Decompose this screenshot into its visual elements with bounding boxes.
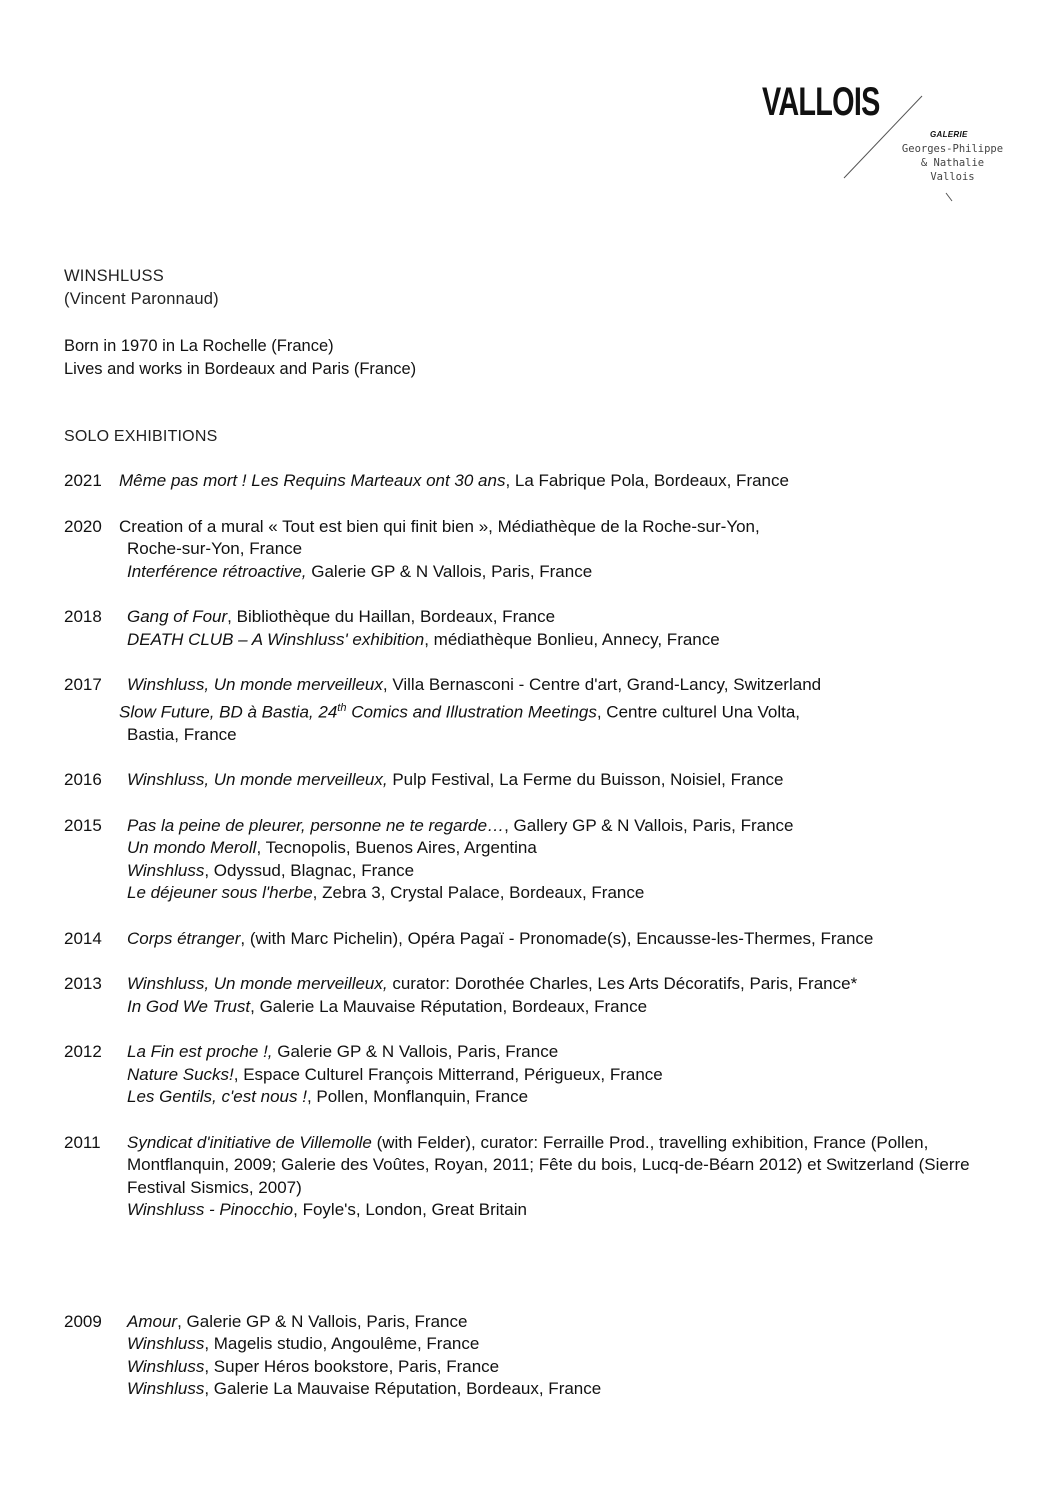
exhibition-venue: , Bibliothèque du Haillan, Bordeaux, France — [227, 607, 556, 626]
exhibition-line — [64, 1199, 1024, 1222]
exhibition-venue: Creation of a mural « Tout est bien qui finit bien », Médiathèque de la Roche-sur-Yon, — [119, 516, 760, 536]
exhibition-entry — [64, 470, 1024, 493]
exhibition-year: 2016 — [64, 770, 102, 790]
exhibition-venue: , Pollen, Monflanquin, France — [306, 1087, 529, 1107]
exhibition-line — [64, 1041, 1024, 1064]
exhibition-title: Le déjeuner sous l'herbe — [127, 883, 313, 903]
bio-residence: Lives and works in Bordeaux and Paris (France) — [64, 360, 417, 378]
bio-birth: Born in 1970 in La Rochelle (France) — [64, 337, 334, 355]
exhibition-venue: Pulp Festival, La Ferme du Buisson, Noisiel, France — [387, 770, 784, 790]
exhibition-venue: Bastia, France — [127, 724, 237, 744]
exhibition-line — [64, 815, 1024, 838]
logo-name-line: Vallois — [930, 171, 975, 183]
exhibition-title: Syndicat d'initiative de Villemolle — [127, 1132, 372, 1152]
section-title: SOLO EXHIBITIONS — [64, 428, 218, 445]
exhibition-venue: Galerie GP & N Vallois, Paris, France — [272, 1042, 559, 1062]
exhibition-venue: curator: Dorothée Charles, Les Arts Décoratifs, Paris, France* — [387, 974, 858, 994]
exhibition-venue: , médiathèque Bonlieu, Annecy, France — [424, 629, 720, 649]
exhibition-line — [64, 538, 1024, 561]
exhibition-line — [64, 1356, 1024, 1379]
exhibition-title: th — [337, 701, 347, 714]
logo-title: VALLOIS — [762, 80, 880, 124]
exhibition-venue: , Zebra 3, Crystal Palace, Bordeaux, France — [312, 883, 645, 903]
exhibition-line — [64, 470, 1024, 493]
exhibition-venue: , Odyssud, Blagnac, France — [204, 860, 415, 880]
exhibition-title: Pas la peine de pleurer, personne ne te regarde… — [127, 815, 505, 835]
exhibition-year: 2011 — [64, 1132, 101, 1152]
exhibition-title: Winshluss — [127, 1356, 205, 1376]
exhibition-line — [64, 516, 1024, 539]
exhibition-entry — [64, 516, 1024, 584]
exhibition-title: Winshluss, Un monde merveilleux, — [127, 974, 388, 994]
exhibition-line — [64, 724, 1024, 747]
exhibition-year: 2017 — [64, 675, 102, 694]
logo-names — [895, 142, 1010, 184]
exhibition-line — [64, 973, 1024, 996]
exhibition-year: 2013 — [64, 974, 102, 994]
exhibition-venue: , Tecnopolis, Buenos Aires, Argentina — [256, 838, 537, 858]
exhibition-year: 2018 — [64, 607, 102, 626]
exhibition-title: Winshluss, Un monde merveilleux — [127, 675, 383, 694]
logo-name-line: Georges-Philippe — [901, 143, 1004, 155]
exhibition-title: Même pas mort ! Les Requins Marteaux ont 30 ans — [119, 471, 506, 490]
exhibition-venue: , Centre culturel Una Volta, — [596, 702, 801, 722]
exhibition-line — [64, 860, 1024, 883]
exhibition-entry — [64, 973, 1024, 1018]
exhibition-title: Nature Sucks! — [127, 1064, 234, 1084]
exhibition-title: Interférence rétroactive, — [127, 561, 307, 581]
exhibition-line — [64, 996, 1024, 1019]
exhibition-title: Winshluss — [127, 860, 205, 880]
exhibition-year: 2021 — [64, 471, 102, 490]
exhibition-entry — [64, 1041, 1024, 1109]
exhibition-line — [64, 1064, 1024, 1087]
exhibition-title: Corps étranger — [127, 928, 241, 948]
exhibition-title: In God We Trust — [127, 996, 251, 1016]
exhibition-entry — [64, 815, 1024, 905]
exhibition-venue: , Galerie La Mauvaise Réputation, Bordeaux, France — [250, 996, 648, 1016]
exhibition-list — [64, 470, 1024, 1424]
gallery-logo — [762, 80, 1022, 210]
exhibition-venue: Galerie GP & N Vallois, Paris, France — [306, 561, 593, 581]
exhibition-title: Winshluss — [127, 1334, 205, 1354]
exhibition-entry — [64, 606, 1024, 651]
exhibition-entry — [64, 769, 1024, 792]
exhibition-title: La Fin est proche !, — [127, 1042, 273, 1062]
exhibition-venue: , Galerie La Mauvaise Réputation, Bordeaux, France — [204, 1379, 602, 1399]
exhibition-line — [64, 674, 1024, 697]
exhibition-line — [64, 629, 1024, 652]
exhibition-venue: , La Fabrique Pola, Bordeaux, France — [505, 471, 789, 490]
exhibition-title: Les Gentils, c'est nous ! — [127, 1087, 307, 1107]
exhibition-title: Un mondo Meroll — [127, 838, 257, 858]
exhibition-venue: , Espace Culturel François Mitterrand, Périgueux, France — [233, 1064, 663, 1084]
exhibition-line — [64, 837, 1024, 860]
exhibition-title: Comics and Illustration Meetings — [346, 702, 597, 722]
exhibition-entry — [64, 1132, 1024, 1222]
exhibition-line — [64, 1086, 1024, 1109]
exhibition-line — [64, 1378, 1024, 1401]
exhibition-venue: , Galerie GP & N Vallois, Paris, France — [177, 1311, 468, 1331]
exhibition-title: Winshluss, Un monde merveilleux, — [127, 770, 388, 790]
exhibition-title: Amour — [127, 1311, 178, 1331]
exhibition-year: 2009 — [64, 1311, 102, 1331]
exhibition-title: Winshluss — [127, 1379, 205, 1399]
exhibition-venue: , Villa Bernasconi - Centre d'art, Grand-Lancy, Switzerland — [382, 675, 822, 694]
artist-header — [64, 265, 219, 311]
exhibition-venue: , Magelis studio, Angoulême, France — [204, 1334, 480, 1354]
exhibition-year: 2015 — [64, 815, 102, 835]
exhibition-venue: , Super Héros bookstore, Paris, France — [204, 1356, 500, 1376]
exhibition-line — [64, 1132, 1024, 1200]
exhibition-venue: , (with Marc Pichelin), Opéra Pagaï - Pronomade(s), Encausse-les-Thermes, France — [240, 928, 874, 948]
exhibition-line — [64, 882, 1024, 905]
artist-real-name: (Vincent Paronnaud) — [64, 290, 219, 308]
exhibition-line — [64, 606, 1024, 629]
artist-name: WINSHLUSS — [64, 267, 164, 285]
exhibition-year: 2020 — [64, 516, 102, 536]
logo-galerie: GALERIE — [930, 130, 968, 139]
exhibition-line — [64, 697, 1024, 724]
exhibition-title: Slow Future, BD à Bastia, 24 — [119, 702, 338, 722]
exhibition-line — [64, 1333, 1024, 1356]
exhibition-venue: (with Felder), curator: Ferraille Prod., travelling exhibition, France (Pollen, Montflanquin, 2009; Galerie des Voûtes, Royan, 2011; Fête du bois, Lucq-de-Béarn 2012) et Switzerland (Sierre Festival Sismics, 2007) — [127, 1132, 970, 1197]
exhibition-line — [64, 1311, 1024, 1334]
exhibition-year: 2012 — [64, 1042, 102, 1062]
exhibition-venue: , Gallery GP & N Vallois, Paris, France — [504, 815, 794, 835]
exhibition-entry — [64, 928, 1024, 951]
exhibition-venue: Roche-sur-Yon, France — [127, 539, 303, 558]
exhibition-year: 2014 — [64, 928, 102, 948]
exhibition-line — [64, 928, 1024, 951]
exhibition-entry — [64, 674, 1024, 746]
exhibition-entry — [64, 1311, 1024, 1401]
exhibition-title: DEATH CLUB – A Winshluss' exhibition — [127, 629, 425, 649]
exhibition-line — [64, 561, 1024, 584]
exhibition-line — [64, 769, 1024, 792]
artist-bio — [64, 335, 416, 381]
logo-name-line: & Nathalie — [920, 157, 985, 169]
exhibition-venue: , Foyle's, London, Great Britain — [293, 1200, 527, 1220]
exhibition-title: Gang of Four — [127, 607, 228, 626]
exhibition-title: Winshluss - Pinocchio — [127, 1200, 294, 1220]
